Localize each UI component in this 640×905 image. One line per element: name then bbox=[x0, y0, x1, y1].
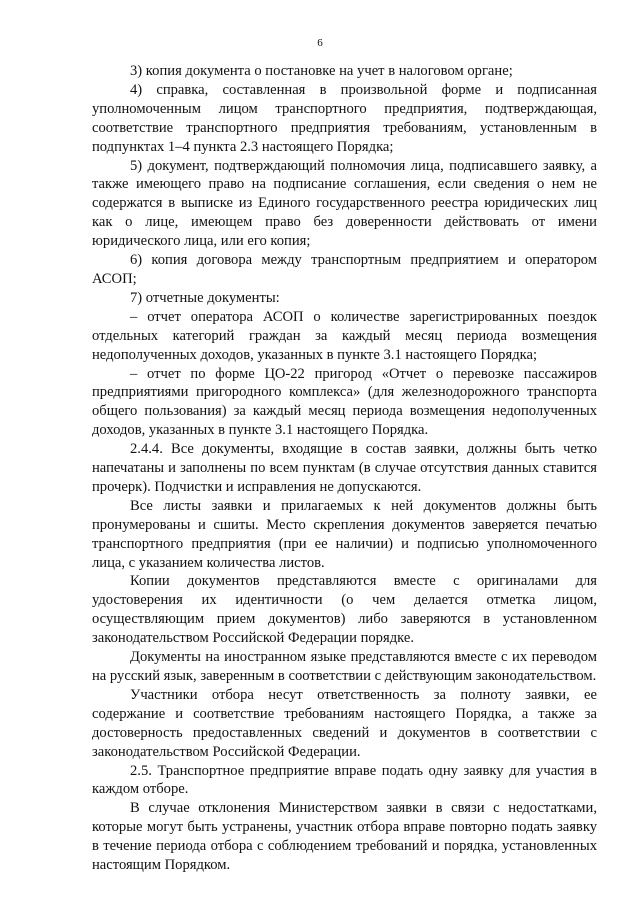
paragraph-2-4-4: 2.4.4. Все документы, входящие в состав заявки, должны быть четко напечатаны и заполнены по всем пунктам (в случае отсутствия данных ставится прочерк). Подчистки и исправления не допускаются. bbox=[92, 441, 597, 495]
paragraph-foreign-language: Документы на иностранном языке представляются вместе с их переводом на русский язык, заверенным в соответствии с действующим законодательством. bbox=[92, 649, 597, 684]
paragraph-copies: Копии документов представляются вместе с оригиналами для удостоверения их идентичности (о чем делается отметка лицом, осуществляющим прием документов) либо заверяются в установленном законодательством Российской Федерации порядке. bbox=[92, 573, 597, 647]
paragraph-item-4: 4) справка, составленная в произвольной форме и подписанная уполномоченным лицом транспортного предприятия, подтверждающая, соответствие транспортного предприятия требованиям, установленным в подпунктах 1–4 пункта 2.3 настоящего Порядка; bbox=[92, 81, 597, 155]
paragraph-2-5: 2.5. Транспортное предприятие вправе подать одну заявку для участия в каждом отборе. bbox=[92, 762, 597, 798]
paragraph-responsibility: Участники отбора несут ответственность за полноту заявки, ее содержание и соответствие требованиям настоящего Порядка, а также за достоверность предоставленных сведений и документов в соответствии с законодательством Российской Федерации. bbox=[92, 686, 597, 760]
document-body bbox=[92, 62, 597, 875]
page-number: 6 bbox=[317, 37, 323, 49]
paragraph-item-6: 6) копия договора между транспортным предприятием и оператором АСОП; bbox=[92, 252, 597, 287]
paragraph-item-5: 5) документ, подтверждающий полномочия лица, подписавшего заявку, а также имеющего право на подписание соглашения, если сведения о нем не содержатся в выписке из Единого государственного реестра юридических лиц как о лице, имеющем право без доверенности действовать от имени юридического лица, или его копия; bbox=[92, 157, 597, 250]
paragraph-report-asop: – отчет оператора АСОП о количестве зарегистрированных поездок отдельных категорий граждан за каждый месяц периода возмещения недополученных доходов, указанных в пункте 3.1 настоящего Порядка; bbox=[92, 308, 597, 363]
paragraph-report-co22: – отчет по форме ЦО-22 пригород «Отчет о перевозке пассажиров предприятиями пригородного комплекса» (для железнодорожного транспорта общего пользования) за каждый месяц периода возмещения недополученных доходов, указанных в пункте 3.1 настоящего Порядка. bbox=[92, 365, 597, 439]
paragraph-item-3: 3) копия документа о постановке на учет в налоговом органе; bbox=[130, 63, 513, 79]
paragraph-item-7: 7) отчетные документы: bbox=[130, 289, 280, 306]
paragraph-rejection: В случае отклонения Министерством заявки в связи с недостатками, которые могут быть устранены, участник отбора вправе повторно подать заявку в течение периода отбора с соблюдением требований и порядка, установленных настоящим Порядком. bbox=[92, 800, 597, 874]
paragraph-sheets: Все листы заявки и прилагаемых к ней документов должны быть пронумерованы и сшиты. Место скрепления документов заверяется печатью транспортного предприятия (при ее наличии) и подписью уполномоченного лица, с указанием количества листов. bbox=[92, 497, 597, 571]
